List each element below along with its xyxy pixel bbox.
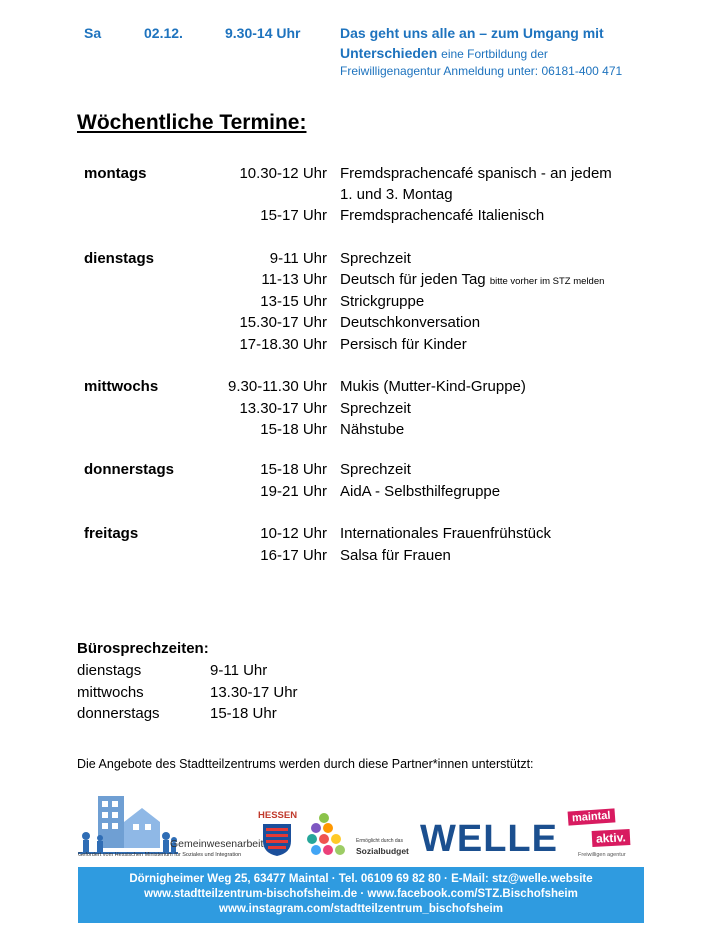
day-freitags: freitags	[84, 525, 139, 542]
gwa-name: Gemeinwesenarbeit	[170, 838, 264, 850]
maintal-label: maintal	[568, 808, 615, 825]
gemeinwesenarbeit-logo	[78, 792, 264, 862]
schedule-activity: Persisch für Kinder	[340, 336, 467, 353]
schedule-activity: Internationales Frauenfrühstück	[340, 525, 551, 542]
schedule-time: 15-17 Uhr	[260, 207, 327, 224]
office-time: 15-18 Uhr	[210, 705, 277, 722]
footer-address: Dörnigheimer Weg 25, 63477 Maintal · Tel. 06109 69 82 80 · E-Mail: stz@welle.website	[129, 873, 593, 885]
schedule-time: 10.30-12 Uhr	[239, 165, 327, 182]
schedule-activity: Sprechzeit	[340, 461, 411, 478]
activity-label: Deutsch für jeden Tag	[340, 271, 486, 288]
schedule-activity: Nähstube	[340, 421, 405, 438]
schedule-activity: Mukis (Mutter-Kind-Gruppe)	[340, 378, 526, 395]
day-montags: montags	[84, 165, 147, 182]
schedule-activity: Deutschkonversation	[340, 314, 481, 331]
event-note-line2: Freiwilligenagentur Anmeldung unter: 06181-400 471	[340, 64, 623, 78]
day-dienstags: dienstags	[84, 250, 155, 267]
gwa-sub: Gefördert vom Hessischen Ministerium für Soziales und Integration	[78, 852, 242, 858]
welle-logo: WELLE	[420, 818, 558, 860]
schedule-time: 9.30-11.30 Uhr	[228, 378, 327, 395]
event-title-cont: Unterschieden	[340, 45, 438, 61]
weekly-heading: Wöchentliche Termine:	[77, 111, 307, 134]
activity-note: bitte vorher im STZ melden	[489, 276, 605, 287]
footer-web[interactable]: www.stadtteilzentrum-bischofsheim.de · www.facebook.com/STZ.Bischofsheim	[144, 888, 578, 900]
sozial-big: Sozialbudget	[356, 846, 409, 856]
schedule-time: 15-18 Uhr	[260, 421, 327, 438]
schedule-activity: Sprechzeit	[340, 400, 411, 417]
houses-people-icon	[78, 792, 178, 858]
schedule-time: 13-15 Uhr	[260, 293, 327, 310]
event-time: 9.30-14 Uhr	[225, 25, 301, 41]
schedule-time: 9-11 Uhr	[269, 250, 327, 267]
partners-text: Die Angebote des Stadtteilzentrums werden durch diese Partner*innen unterstützt:	[77, 757, 534, 771]
sozialbudget-logo	[306, 812, 409, 862]
schedule-time: 15.30-17 Uhr	[239, 314, 327, 331]
day-donnerstags: donnerstags	[84, 461, 175, 478]
schedule-time: 17-18.30 Uhr	[239, 336, 327, 353]
event-title-line2	[340, 43, 548, 64]
office-time: 13.30-17 Uhr	[210, 684, 298, 701]
schedule-time: 13.30-17 Uhr	[239, 400, 327, 417]
hessen-crest-icon	[262, 823, 292, 857]
aktiv-label: aktiv.	[592, 829, 631, 847]
office-time: 9-11 Uhr	[210, 662, 268, 679]
hessen-label: HESSEN	[258, 810, 298, 821]
day-mittwochs: mittwochs	[84, 378, 159, 395]
schedule-activity: Sprechzeit	[340, 250, 411, 267]
schedule-time: 11-13 Uhr	[261, 271, 327, 288]
schedule-time: 15-18 Uhr	[260, 461, 327, 478]
event-note-line1: eine Fortbildung der	[441, 47, 548, 61]
event-title-line1: Das geht uns alle an – zum Umgang mit	[340, 25, 604, 41]
footer-instagram[interactable]: www.instagram.com/stadtteilzentrum_bischofsheim	[219, 903, 503, 915]
schedule-activity: AidA - Selbsthilfegruppe	[340, 483, 501, 500]
office-day: mittwochs	[77, 684, 144, 701]
event-day: Sa	[84, 25, 102, 41]
sozial-small: Ermöglicht durch das	[356, 838, 403, 844]
event-date: 02.12.	[144, 25, 183, 41]
schedule-activity: Fremdsprachencafé spanisch - an jedem	[340, 165, 612, 182]
hessen-logo	[258, 810, 298, 862]
maintal-sub: Freiwilligen agentur	[578, 852, 626, 858]
office-day: dienstags	[77, 662, 142, 679]
schedule-activity: Salsa für Frauen	[340, 547, 451, 564]
schedule-time: 19-21 Uhr	[260, 483, 327, 500]
schedule-activity	[340, 271, 604, 288]
schedule-time: 16-17 Uhr	[260, 547, 327, 564]
maintal-aktiv-logo	[566, 808, 646, 862]
schedule-activity-cont: 1. und 3. Montag	[340, 186, 453, 203]
schedule-activity: Strickgruppe	[340, 293, 425, 310]
footer-contact	[78, 867, 644, 923]
office-heading: Bürosprechzeiten:	[77, 640, 209, 657]
schedule-time: 10-12 Uhr	[260, 525, 327, 542]
schedule-activity: Fremdsprachencafé Italienisch	[340, 207, 545, 224]
office-day: donnerstags	[77, 705, 160, 722]
hexagon-cluster-icon	[306, 812, 352, 860]
